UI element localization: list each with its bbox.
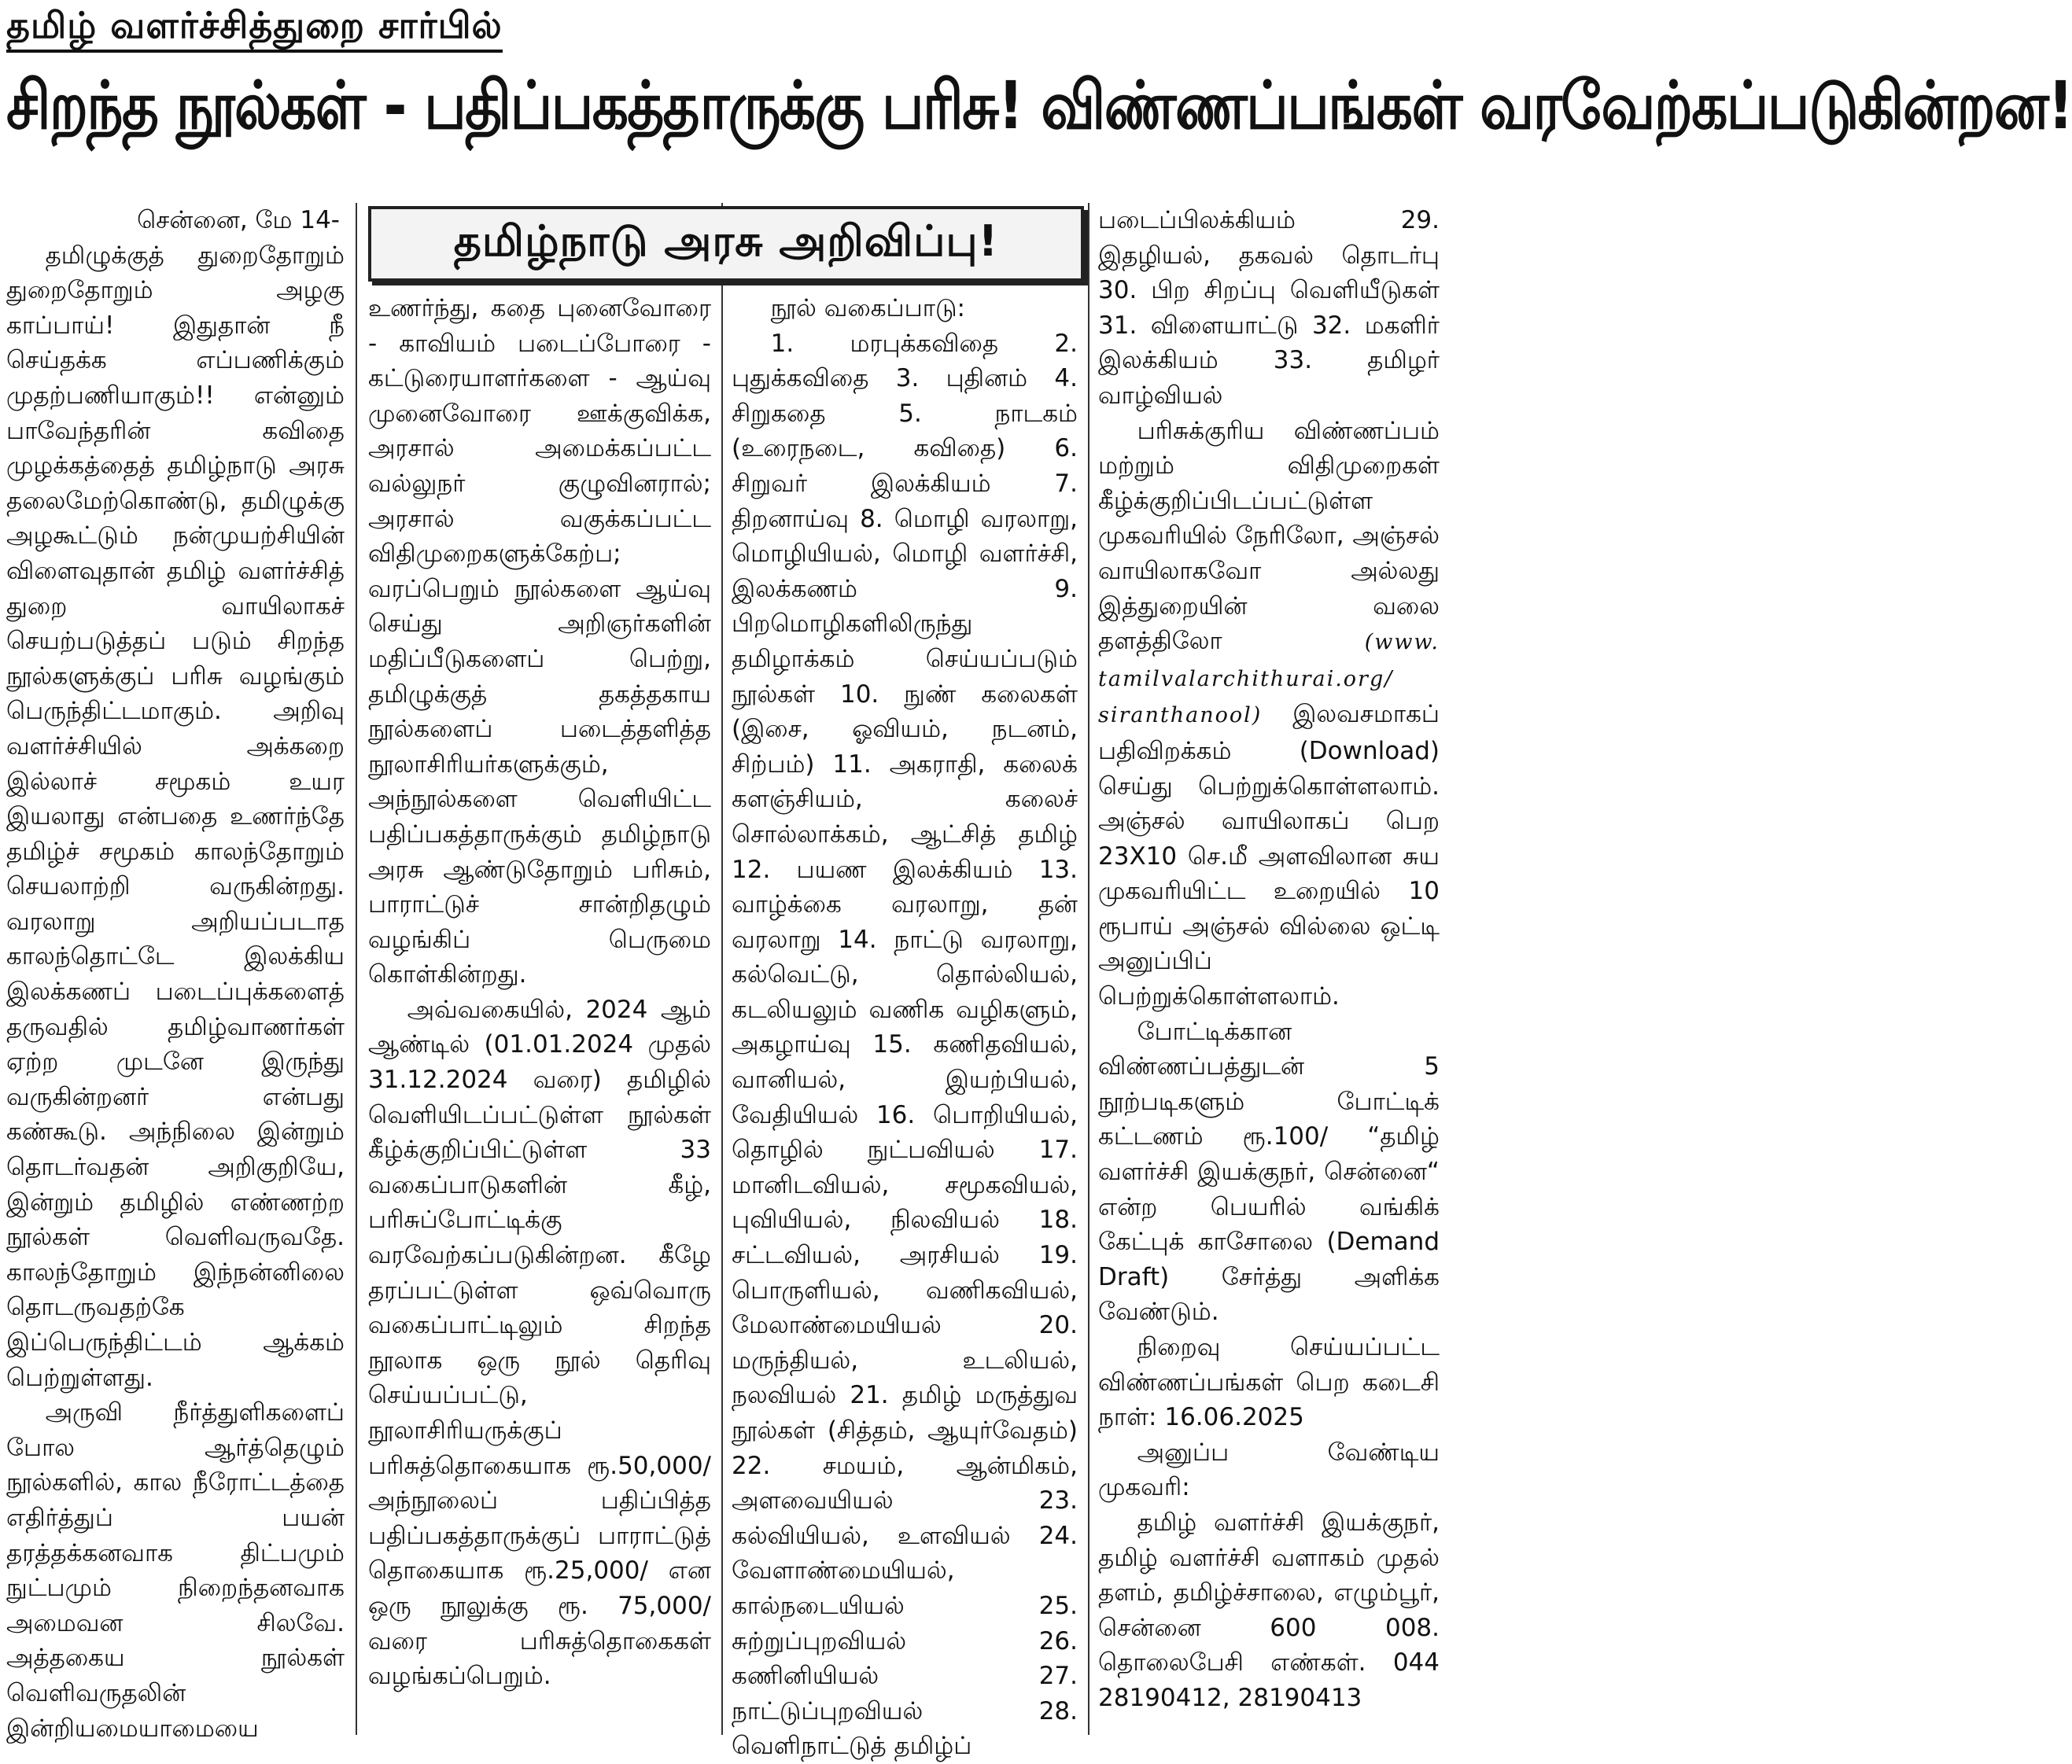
main-headline: சிறந்த நூல்கள் - பதிப்பகத்தாருக்கு பரிசு! விண்ணப்பங்கள் வரவேற்கப்படுகின்றன! [6, 67, 2072, 144]
announcement-box-title: தமிழ்நாடு அரசு அறிவிப்பு! [368, 206, 1084, 282]
kicker-heading: தமிழ் வளர்ச்சித்துறை சார்பில் [6, 5, 503, 53]
paragraph: உணர்ந்து, கதை புனைவோரை - காவியம் படைப்போரை - கட்டுரையாளர்களை - ஆய்வு முனைவோரை ஊக்குவிக்க, அரசால் அமைக்கப்பட்ட வல்லுநர் குழுவினரால்; அரசால் வகுக்கப்பட்ட விதிமுறைகளுக்கேற்ப; வரப்பெறும் நூல்களை ஆய்வு செய்து அறிஞர்களின் மதிப்பீடுகளைப் பெற்று, தமிழுக்குத் தகத்தகாய நூல்களைப் படைத்தளித்த நூலாசிரியர்களுக்கும், அந்நூல்களை வெளியிட்ட பதிப்பகத்தாருக்கும் தமிழ்நாடு அரசு ஆண்டுதோறும் பரிசும், பாராட்டுச் சான்றிதழும் வழங்கிப் பெருமை கொள்கின்றது. [368, 294, 711, 989]
article-column-1 [6, 203, 345, 1743]
paragraph: அவ்வகையில், 2024 ஆம் ஆண்டில் (01.01.2024 முதல் 31.12.2024 வரை) தமிழில் வெளியிடப்பட்டுள்ள நூல்கள் கீழ்க்குறிப்பிட்டுள்ள 33 வகைப்பாடுகளின் கீழ், பரிசுப்போட்டிக்கு வரவேற்கப்படுகின்றன. கீழே தரப்பட்டுள்ள ஒவ்வொரு வகைப்பாட்டிலும் சிறந்த நூலாக ஒரு நூல் தெரிவு செய்யப்பட்டு, நூலாசிரியருக்குப் பரிசுத்தொகையாக ரூ.50,000/ அந்நூலைப் பதிப்பித்த பதிப்பகத்தாருக்குப் பாராட்டுத் தொகையாக ரூ.25,000/ என ஒரு நூலுக்கு ரூ. 75,000/ வரை பரிசுத்தொகைகள் வழங்கப்பெறும். [368, 995, 711, 1691]
paragraph [1098, 414, 1440, 1015]
column-rule [721, 203, 723, 1735]
address-heading: அனுப்ப வேண்டிய முகவரி: [1098, 1438, 1440, 1502]
paragraph-text: இலவசமாகப் பதிவிறக்கம் (Download) செய்து பெற்றுக்கொள்ளலாம். அஞ்சல் வாயிலாகப் பெற 23X10 செ.மீ அளவிலான சுய முகவரியிட்ட உறையில் 10 ரூபாய் அஞ்சல் வில்லை ஒட்டி அனுப்பிப் பெற்றுக்கொள்ளலாம். [1098, 700, 1440, 1011]
article-column-4 [1098, 203, 1440, 1736]
paragraph: படைப்பிலக்கியம் 29. இதழியல், தகவல் தொடர்பு 30. பிற சிறப்பு வெளியீடுகள் 31. விளையாட்டு 32. மகளிர் இலக்கியம் 33. தமிழர் வாழ்வியல் [1098, 206, 1440, 410]
paragraph-text: பரிசுக்குரிய விண்ணப்பம் மற்றும் விதிமுறைகள் கீழ்க்குறிப்பிடப்பட்டுள்ள முகவரியில் நேரிலோ, அஞ்சல் வாயிலாகவோ அல்லது இத்துறையின் வலை தளத்திலோ [1098, 416, 1440, 656]
deadline: நிறைவு செய்யப்பட்ட விண்ணப்பங்கள் பெற கடைசி நாள்: 16.06.2025 [1098, 1333, 1440, 1432]
paragraph: தமிழுக்குத் துறைதோறும் துறைதோறும் அழகு காப்பாய்! இதுதான் நீ செய்தக்க எப்பணிக்கும் முதற்பணியாகும்!! என்னும் பாவேந்தரின் கவிதை முழக்கத்தைத் தமிழ்நாடு அரசு தலைமேற்கொண்டு, தமிழுக்கு அழகூட்டும் நன்முயற்சியின் விளைவுதான் தமிழ் வளர்ச்சித் துறை வாயிலாகச் செயற்படுத்தப் படும் சிறந்த நூல்களுக்குப் பரிசு வழங்கும் பெருந்திட்டமாகும். அறிவு வளர்ச்சியில் அக்கறை இல்லாச் சமூகம் உயர இயலாது என்பதை உணர்ந்தே தமிழ்ச் சமூகம் காலந்தோறும் செயலாற்றி வருகின்றது. வரலாறு அறியப்படாத காலந்தொட்டே இலக்கிய இலக்கணப் படைப்புக்களைத் தருவதில் தமிழ்வாணர்கள் ஏற்ற முடனே இருந்து வருகின்றனர் என்பது கண்கூடு. அந்நிலை இன்றும் தொடர்வதன் அறிகுறியே, இன்றும் தமிழில் எண்ணற்ற நூல்கள் வெளிவருவதே. காலந்தோறும் இந்நன்னிலை தொடருவதற்கே இப்பெருந்திட்டம் ஆக்கம் பெற்றுள்ளது. [6, 241, 345, 1392]
paragraph: அருவி நீர்த்துளிகளைப் போல ஆர்த்தெழும் நூல்களில், கால நீரோட்டத்தை எதிர்த்துப் பயன் தரத்தக்கனவாக திட்பமும் நுட்பமும் நிறைந்தனவாக அமைவன சிலவே. அத்தகைய நூல்கள் வெளிவருதலின் இன்றியமையாமையை [6, 1398, 345, 1743]
article-column-2 [368, 291, 711, 1736]
column-rule [356, 203, 357, 1735]
dateline: சென்னை, மே 14- [137, 206, 340, 234]
article-column-3 [732, 291, 1078, 1761]
category-list: 1. மரபுக்கவிதை 2. புதுக்கவிதை 3. புதினம் 4. சிறுகதை 5. நாடகம் (உரைநடை, கவிதை) 6. சிறுவர் இலக்கியம் 7. திறனாய்வு 8. மொழி வரலாறு, மொழியியல், மொழி வளர்ச்சி, இலக்கணம் 9. பிறமொழிகளிலிருந்து தமிழாக்கம் செய்யப்படும் நூல்கள் 10. நுண் கலைகள் (இசை, ஓவியம், நடனம், சிற்பம்) 11. அகராதி, கலைக் களஞ்சியம், கலைச் சொல்லாக்கம், ஆட்சித் தமிழ் 12. பயண இலக்கியம் 13. வாழ்க்கை வரலாறு, தன் வரலாறு 14. நாட்டு வரலாறு, கல்வெட்டு, தொல்லியல், கடலியலும் வணிக வழிகளும், அகழாய்வு 15. கணிதவியல், வானியல், இயற்பியல், வேதியியல் 16. பொறியியல், தொழில் நுட்பவியல் 17. மானிடவியல், சமூகவியல், புவியியல், நிலவியல் 18. சட்டவியல், அரசியல் 19. பொருளியல், வணிகவியல், மேலாண்மையியல் 20. மருந்தியல், உடலியல், நலவியல் 21. தமிழ் மருத்துவ நூல்கள் (சித்தம், ஆயுர்வேதம்) 22. சமயம், ஆன்மிகம், அளவையியல் 23. கல்வியியல், உளவியல் 24. வேளாண்மையியல், கால்நடையியல் 25. சுற்றுப்புறவியல் 26. கணினியியல் 27. நாட்டுப்புறவியல் 28. வெளிநாட்டுத் தமிழ்ப் [732, 329, 1078, 1761]
address: தமிழ் வளர்ச்சி இயக்குநர், தமிழ் வளர்ச்சி வளாகம் முதல் தளம், தமிழ்ச்சாலை, எழும்பூர், சென்னை 600 008. தொலைபேசி எண்கள். 044 28190412, 28190413 [1098, 1508, 1440, 1712]
paragraph: போட்டிக்கான விண்ணப்பத்துடன் 5 நூற்படிகளும் போட்டிக் கட்டணம் ரூ.100/ “தமிழ் வளர்ச்சி இயக்குநர், சென்னை“ என்ற பெயரில் வங்கிக் கேட்புக் காசோலை (Demand Draft) சேர்த்து அளிக்க வேண்டும். [1098, 1017, 1440, 1327]
column-rule [1088, 203, 1089, 1735]
website-url: (www. tamilvalarchithurai.org/ siranthanool) [1098, 630, 1440, 728]
category-heading: நூல் வகைப்பாடு: [770, 294, 966, 322]
